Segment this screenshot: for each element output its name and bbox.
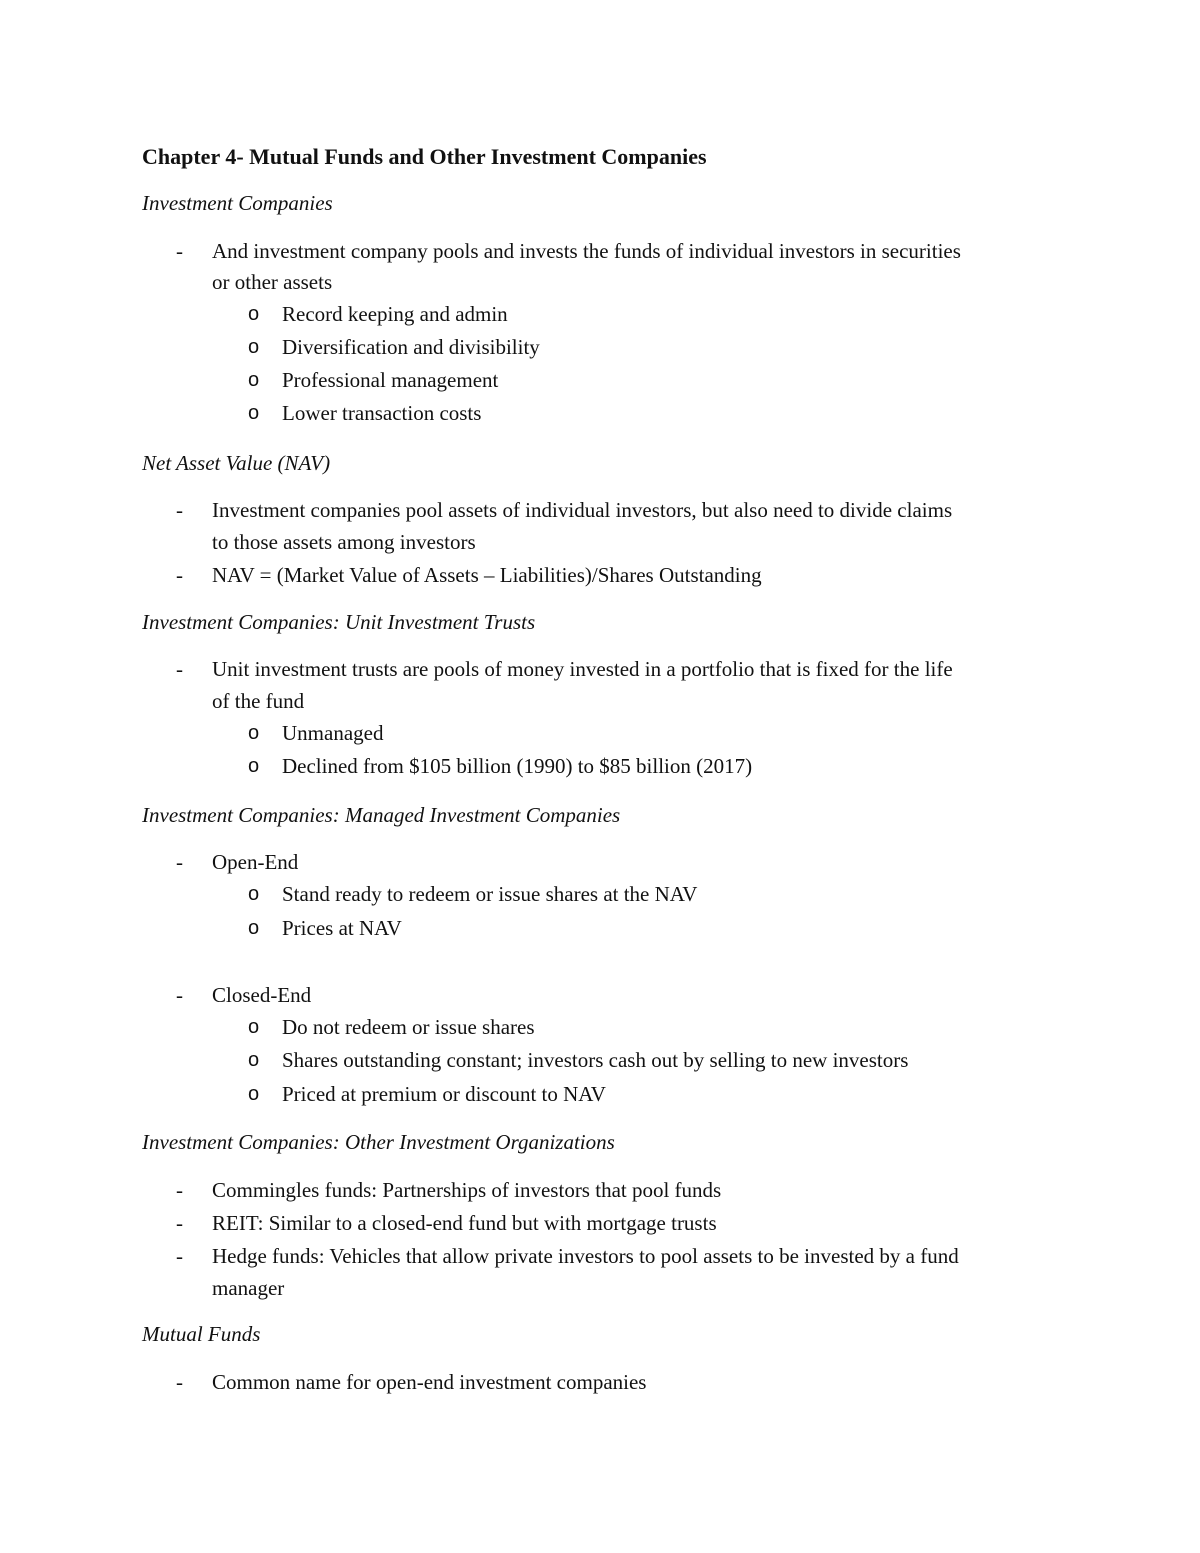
- list-item-text: Unit investment trusts are pools of money invested in a portfolio that is fixed for the life: [212, 657, 953, 681]
- section-heading: Investment Companies: [142, 191, 333, 215]
- circle-bullet: o: [248, 369, 260, 391]
- circle-bullet: o: [248, 402, 260, 424]
- circle-bullet: o: [248, 1049, 260, 1071]
- section-heading: Mutual Funds: [142, 1322, 261, 1346]
- dash-bullet: -: [176, 1244, 183, 1268]
- circle-bullet: o: [248, 755, 260, 777]
- list-item-text: REIT: Similar to a closed-end fund but with mortgage trusts: [212, 1211, 717, 1235]
- circle-bullet: o: [248, 1083, 260, 1105]
- sub-list-item: Diversification and divisibility: [282, 335, 540, 359]
- circle-bullet: o: [248, 303, 260, 325]
- sub-list-item: Shares outstanding constant; investors cash out by selling to new investors: [282, 1048, 909, 1072]
- list-item-text: And investment company pools and invests the funds of individual investors in securities: [212, 239, 961, 263]
- list-item-text: to those assets among investors: [212, 530, 476, 554]
- circle-bullet: o: [248, 336, 260, 358]
- sub-list-item: Record keeping and admin: [282, 302, 508, 326]
- dash-bullet: -: [176, 983, 183, 1007]
- circle-bullet: o: [248, 883, 260, 905]
- dash-bullet: -: [176, 1370, 183, 1394]
- list-item-text: Commingles funds: Partnerships of investors that pool funds: [212, 1178, 722, 1202]
- list-item-text: Closed-End: [212, 983, 312, 1007]
- sub-list-item: Unmanaged: [282, 721, 384, 745]
- list-item-text: Open-End: [212, 850, 299, 874]
- list-item-text: or other assets: [212, 270, 333, 294]
- section-heading: Net Asset Value (NAV): [142, 451, 331, 475]
- sub-list-item: Prices at NAV: [282, 916, 402, 940]
- sub-list-item: Do not redeem or issue shares: [282, 1015, 535, 1039]
- dash-bullet: -: [176, 563, 183, 587]
- sub-list-item: Lower transaction costs: [282, 401, 482, 425]
- list-item-text: of the fund: [212, 689, 305, 713]
- circle-bullet: o: [248, 917, 260, 939]
- dash-bullet: -: [176, 850, 183, 874]
- sub-list-item: Declined from $105 billion (1990) to $85 billion (2017): [282, 754, 753, 778]
- sub-list-item: Professional management: [282, 368, 499, 392]
- dash-bullet: -: [176, 1178, 183, 1202]
- list-item-text: Hedge funds: Vehicles that allow private investors to pool assets to be invested by a fund: [212, 1244, 959, 1268]
- sub-list-item: Stand ready to redeem or issue shares at the NAV: [282, 882, 698, 906]
- section-heading: Investment Companies: Unit Investment Trusts: [142, 610, 536, 634]
- dash-bullet: -: [176, 498, 183, 522]
- dash-bullet: -: [176, 657, 183, 681]
- section-heading: Investment Companies: Managed Investment Companies: [142, 803, 621, 827]
- section-heading: Investment Companies: Other Investment Organizations: [142, 1130, 615, 1154]
- list-item-text: manager: [212, 1276, 285, 1300]
- dash-bullet: -: [176, 239, 183, 263]
- page-title: Chapter 4- Mutual Funds and Other Investment Companies: [142, 144, 707, 169]
- circle-bullet: o: [248, 722, 260, 744]
- list-item-text: Investment companies pool assets of individual investors, but also need to divide claims: [212, 498, 953, 522]
- circle-bullet: o: [248, 1016, 260, 1038]
- list-item-text: NAV = (Market Value of Assets – Liabilities)/Shares Outstanding: [212, 563, 762, 587]
- list-item-text: Common name for open-end investment companies: [212, 1370, 647, 1394]
- sub-list-item: Priced at premium or discount to NAV: [282, 1082, 606, 1106]
- dash-bullet: -: [176, 1211, 183, 1235]
